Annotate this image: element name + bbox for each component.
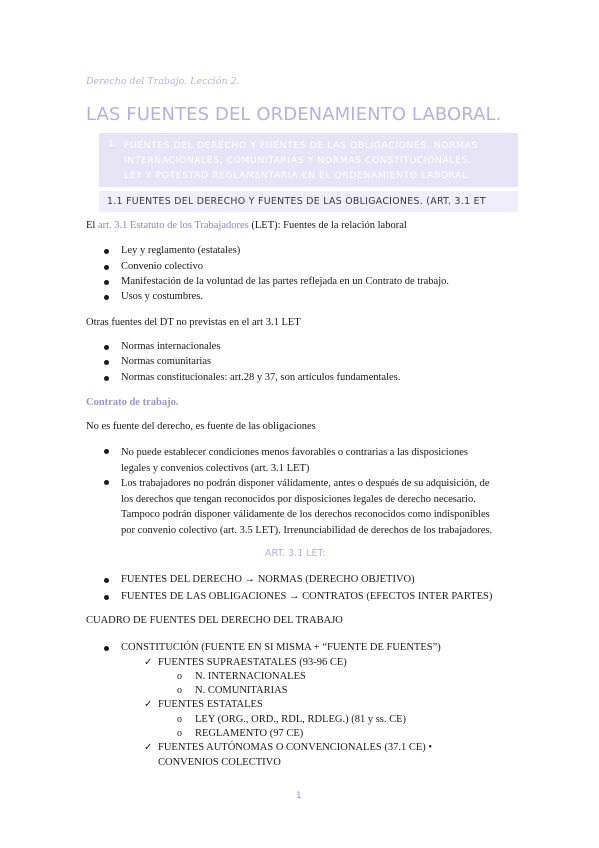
bullet-icon	[104, 449, 109, 454]
outline-subsubitem	[177, 728, 304, 739]
list-item-line: por convenio colectivo (art. 3.5 LET). Irrenunciabilidad de derechos de los trabajadores.	[121, 524, 493, 536]
outline-text: FUENTES SUPRAESTATALES (93-96 CE)	[158, 657, 347, 668]
checkmark-icon: ✓	[144, 657, 153, 668]
circle-bullet-icon: o	[177, 728, 182, 739]
section-heading-line: FUENTES DEL DERECHO Y FUENTES DE LAS OBLIGACIONES. NORMAS	[124, 140, 478, 151]
list-item	[121, 276, 449, 287]
bullet-icon	[104, 265, 109, 270]
page-number: 1	[296, 791, 302, 801]
list-item-line: Tampoco podrán disponer válidamente de los derechos reconocidos como indisponibles	[121, 509, 490, 520]
outline-text: CONSTITUCIÓN (FUENTE EN SI MISMA + “FUENTE DE FUENTES”)	[121, 642, 441, 653]
bullet-icon	[104, 376, 109, 381]
bullet-icon	[104, 295, 109, 300]
list-item	[121, 291, 203, 302]
section-number: 1.	[108, 139, 117, 149]
other-sources-paragraph: Otras fuentes del DT no previstas en el art 3.1 LET	[86, 317, 301, 328]
list-item	[121, 261, 203, 272]
intro-text: El	[86, 220, 98, 231]
page-title: LAS FUENTES DEL ORDENAMIENTO LABORAL.	[86, 104, 502, 125]
outline-continuation: CONVENIOS COLECTIVO	[158, 757, 281, 768]
outline-text: LEY (ORG., ORD., RDL, RDLEG.) (81 y ss. CE)	[195, 714, 407, 725]
outline-subsubitem	[177, 714, 407, 725]
outline-subitem	[144, 742, 433, 753]
contrato-heading: Contrato de trabajo.	[86, 397, 179, 408]
outline-text: N. COMUNITARIAS	[195, 685, 288, 696]
list-item	[121, 476, 492, 538]
subsection-heading: 1.1 FUENTES DEL DERECHO Y FUENTES DE LAS OBLIGACIONES. (ART. 3.1 ET	[107, 196, 486, 207]
list-item-line: Los trabajadores no podrán disponer válidamente, antes o después de su adquisición, de	[121, 478, 490, 489]
contrato-paragraph: No es fuente del derecho, es fuente de las obligaciones	[86, 421, 316, 432]
outline-subitem	[144, 657, 347, 668]
section-heading-line: LEY Y POTESTAD REGLAMENTARIA EN EL ORDENAMIENTO LABORAL.	[124, 170, 472, 181]
list-item	[121, 591, 492, 602]
list-item-text: FUENTES DEL DERECHO → NORMAS (DERECHO OBJETIVO)	[121, 574, 415, 585]
bullet-icon	[104, 249, 109, 254]
document-header: Derecho del Trabajo. Lección 2.	[86, 76, 240, 87]
circle-bullet-icon: o	[177, 671, 182, 682]
outline-subitem	[144, 699, 263, 710]
intro-text: (LET): Fuentes de la relación laboral	[248, 220, 407, 231]
intro-paragraph	[86, 220, 407, 231]
list-item-text: Usos y costumbres.	[121, 291, 203, 302]
outline-subsubitem	[177, 671, 306, 682]
section-heading-line: INTERNACIONALES, COMUNITARIAS Y NORMAS CONSTITUCIONALES.	[124, 155, 472, 166]
circle-bullet-icon: o	[177, 685, 182, 696]
list-item-text: Normas internacionales	[121, 341, 221, 352]
bullet-icon	[104, 578, 109, 583]
list-item-line: legales y convenios colectivos (art. 3.1 LET)	[121, 462, 310, 474]
art-heading: ART. 3.1 LET:	[265, 548, 326, 559]
bullet-icon	[104, 646, 109, 651]
list-item-text: Normas constitucionales: art.28 y 37, son artículos fundamentales.	[121, 372, 401, 383]
list-item	[121, 574, 415, 585]
checkmark-icon: ✓	[144, 742, 153, 753]
list-item-text: FUENTES DE LAS OBLIGACIONES → CONTRATOS (EFECTOS INTER PARTES)	[121, 591, 493, 602]
section-heading	[124, 138, 514, 183]
list-item	[121, 341, 220, 352]
statute-link[interactable]: art. 3.1 Estatuto de los Trabajadores	[97, 220, 249, 231]
bullet-icon	[104, 595, 109, 600]
outline-text: FUENTES ESTATALES	[158, 699, 263, 710]
list-item	[121, 356, 211, 367]
bullet-icon	[104, 280, 109, 285]
list-item-text: Ley y reglamento (estatales)	[121, 245, 241, 256]
outline-text: N. INTERNACIONALES	[195, 671, 306, 682]
outline-text: REGLAMENTO (97 CE)	[195, 728, 304, 739]
bullet-icon	[104, 360, 109, 365]
list-item-text: Manifestación de la voluntad de las partes reflejada en un Contrato de trabajo.	[121, 276, 450, 287]
list-item-text: Normas comunitarias	[121, 356, 212, 367]
list-item-line: No puede establecer condiciones menos favorables o contrarias a las disposiciones	[121, 447, 468, 458]
bullet-icon	[104, 345, 109, 350]
cuadro-title: CUADRO DE FUENTES DEL DERECHO DEL TRABAJO	[86, 615, 343, 626]
outline-subsubitem	[177, 685, 288, 696]
list-item	[121, 245, 240, 256]
list-item-line: los derechos que tengan reconocidos por disposiciones legales de derecho necesario.	[121, 493, 476, 505]
list-item-text: Convenio colectivo	[121, 261, 203, 272]
list-item	[121, 445, 468, 476]
bullet-icon	[104, 480, 109, 485]
circle-bullet-icon: o	[177, 714, 182, 725]
list-item	[121, 372, 400, 383]
outline-text: FUENTES AUTÓNOMAS O CONVENCIONALES (37.1 CE) •	[158, 742, 433, 753]
checkmark-icon: ✓	[144, 699, 153, 710]
outline-item	[121, 642, 441, 653]
